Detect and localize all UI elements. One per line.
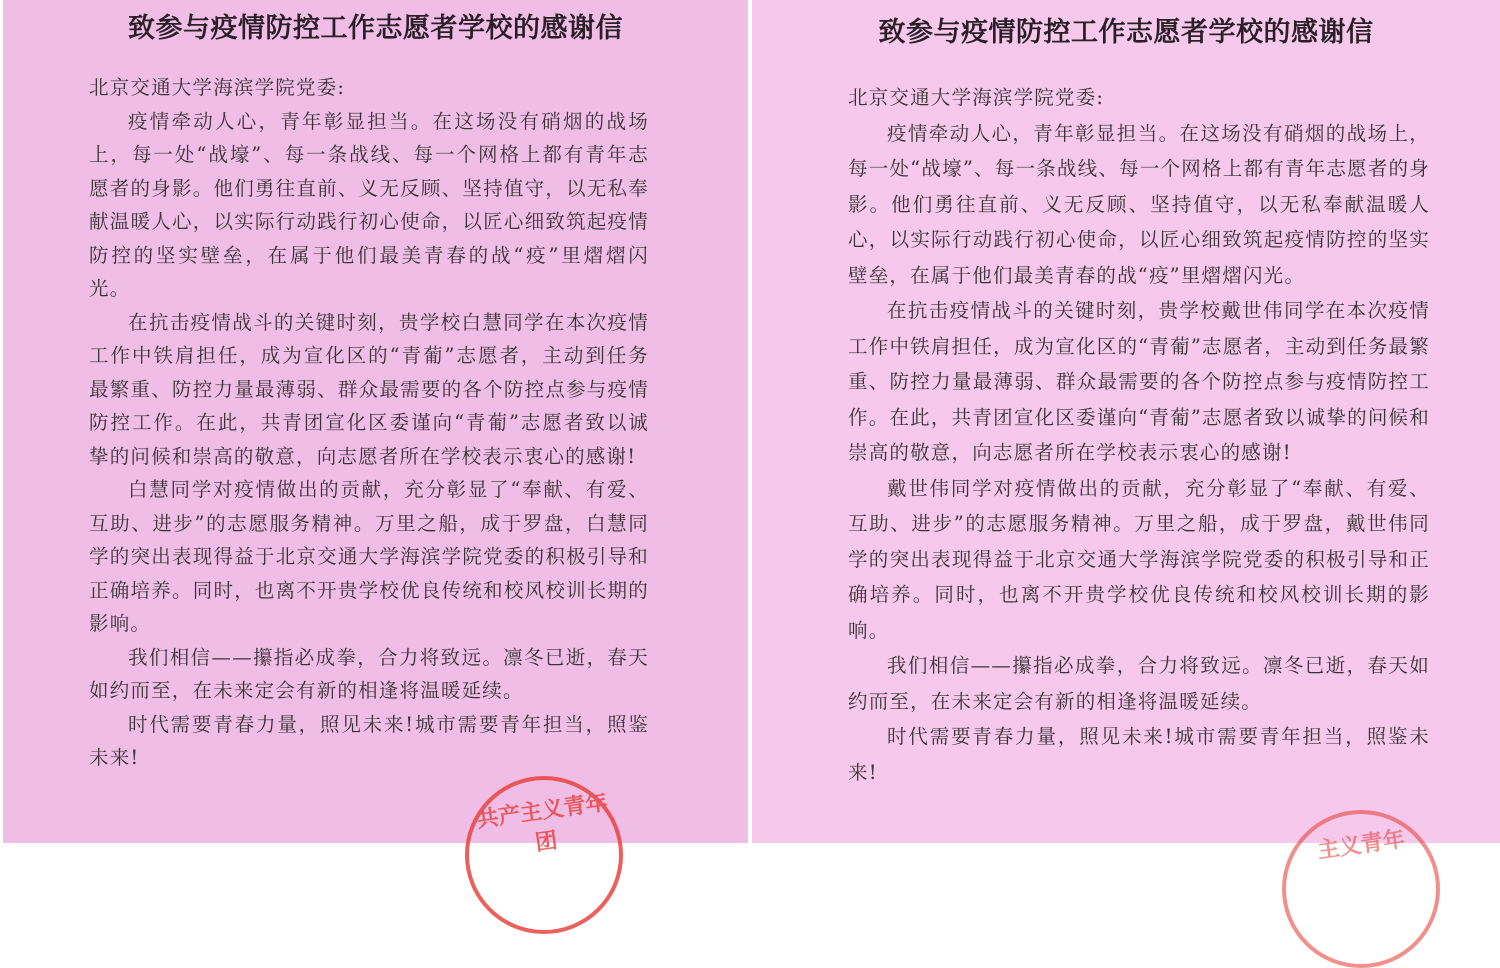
red-seal-stamp <box>465 776 623 934</box>
letter-paragraph: 戴世伟同学对疫情做出的贡献，充分彰显了“奉献、有爱、互助、进步”的志愿服务精神。万里之船，成于罗盘，戴世伟同学的突出表现得益于北京交通大学海滨学院党委的积极引导和正确培养。同时，也离不开贵学校优良传统和校风校训长期的影响。 <box>848 476 1430 642</box>
letter-paragraph: 在抗击疫情战斗的关键时刻，贵学校戴世伟同学在本次疫情工作中铁肩担任，成为宣化区的“青葡”志愿者，主动到任务最繁重、防控力量最薄弱、群众最需要的各个防控点参与疫情防控工作。在此，共青团宣化区委谨向“青葡”志愿者致以诚挚的问候和崇高的敬意，向志愿者所在学校表示衷心的感谢! <box>848 299 1430 464</box>
red-seal-stamp <box>1282 810 1440 968</box>
right-letter-page <box>752 0 1500 864</box>
seal-text: 主义青年 <box>1315 825 1407 864</box>
left-letter-page <box>3 0 748 857</box>
letter-title: 致参与疫情防控工作志愿者学校的感谢信 <box>128 13 623 44</box>
letter-salutation: 北京交通大学海滨学院党委: <box>848 86 1105 109</box>
letter-paragraph: 疫情牵动人心，青年彰显担当。在这场没有硝烟的战场上，每一处“战壕”、每一条战线、每一个网格上都有青年志愿者的身影。他们勇往直前、义无反顾、坚持值守，以无私奉献温暖人心，以实际行动践行初心使命，以匠心细致筑起疫情防控的坚实壁垒，在属于他们最美青春的战“疫”里熠熠闪光。 <box>848 121 1430 287</box>
letter-paragraph: 我们相信——攥指必成拳，合力将致远。凛冬已逝，春天如约而至，在未来定会有新的相逢将温暖延续。 <box>848 654 1430 713</box>
seal-text: 共产主义青年团 <box>474 789 610 857</box>
letter-paragraph: 时代需要青春力量，照见未来!城市需要青年担当，照鉴未来! <box>848 725 1430 784</box>
letter-title: 致参与疫情防控工作志愿者学校的感谢信 <box>878 17 1374 48</box>
letter-paragraph: 我们相信——攥指必成拳，合力将致远。凛冬已逝，春天如约而至，在未来定会有新的相逢将温暖延续。 <box>89 645 649 702</box>
letter-paragraph: 疫情牵动人心，青年彰显担当。在这场没有硝烟的战场上，每一处“战壕”、每一条战线、每一个网格上都有青年志愿者的身影。他们勇往直前、义无反顾、坚持值守，以无私奉献温暖人心，以实际行动践行初心使命，以匠心细致筑起疫情防控的坚实壁垒，在属于他们最美青春的战“疫”里熠熠闪光。 <box>89 109 649 300</box>
letter-salutation: 北京交通大学海滨学院党委: <box>89 76 346 99</box>
letter-paragraph: 在抗击疫情战斗的关键时刻，贵学校白慧同学在本次疫情工作中铁肩担任，成为宣化区的“青葡”志愿者，主动到任务最繁重、防控力量最薄弱、群众最需要的各个防控点参与疫情防控工作。在此，共青团宣化区委谨向“青葡”志愿者致以诚挚的问候和崇高的敬意，向志愿者所在学校表示衷心的感谢! <box>89 310 649 468</box>
letter-body <box>89 71 649 775</box>
letter-paragraph: 白慧同学对疫情做出的贡献，充分彰显了“奉献、有爱、互助、进步”的志愿服务精神。万里之船，成于罗盘，白慧同学的突出表现得益于北京交通大学海滨学院党委的积极引导和正确培养。同时，也离不开贵学校优良传统和校风校训长期的影响。 <box>89 478 649 635</box>
letter-body <box>848 80 1430 790</box>
letter-paragraph: 时代需要青春力量，照见未来!城市需要青年担当，照鉴未来! <box>89 712 649 769</box>
